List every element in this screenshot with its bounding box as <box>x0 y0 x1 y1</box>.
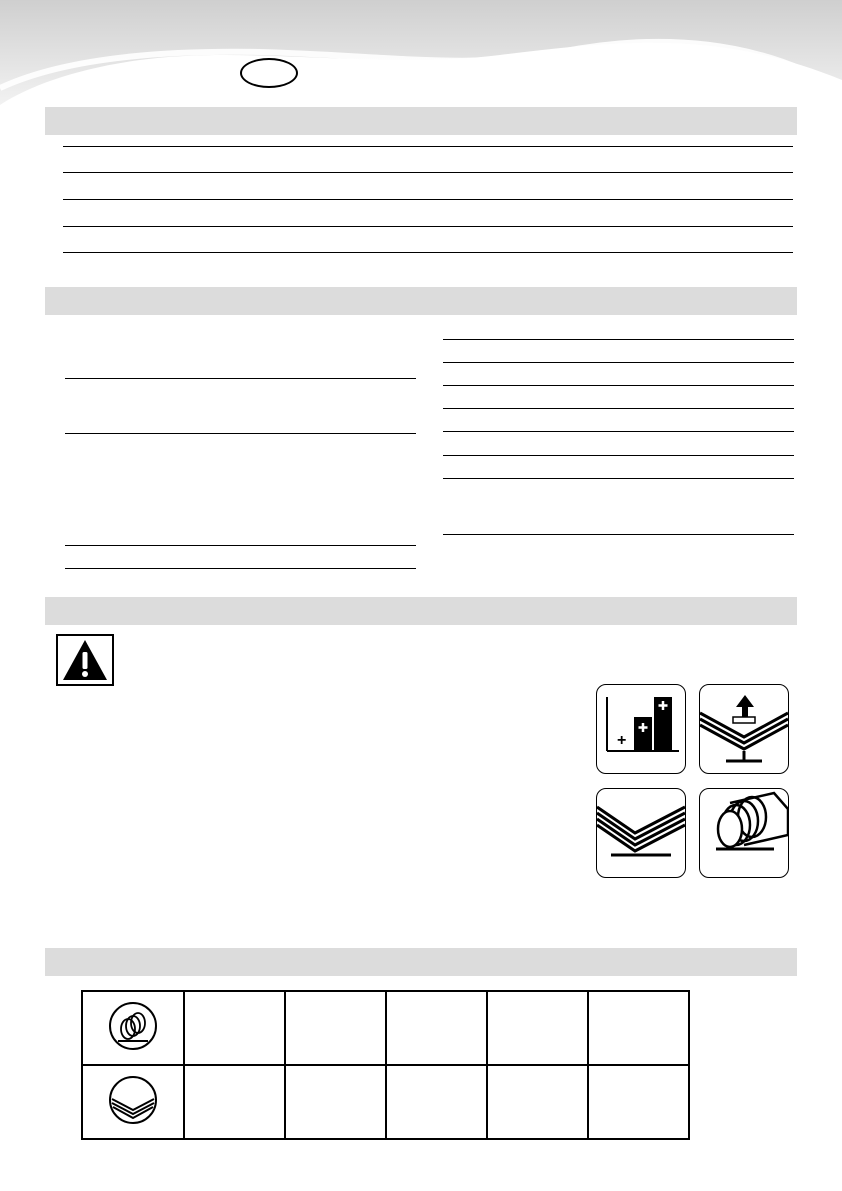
table-cell <box>184 1065 285 1139</box>
table-row-icon-cell <box>82 991 184 1065</box>
table-cell <box>285 991 386 1065</box>
material-table <box>81 990 690 1140</box>
section-1-rule <box>63 199 793 200</box>
table-cell <box>487 1065 588 1139</box>
table-cell <box>386 991 487 1065</box>
stack-lift-icon <box>700 685 788 773</box>
table-cell <box>588 1065 689 1139</box>
table-cell <box>386 1065 487 1139</box>
section-2-right-rule <box>443 534 794 535</box>
section-2-left-rule <box>65 545 416 546</box>
stacked-sheets-icon-card <box>596 788 686 878</box>
section-2-bar <box>45 287 797 315</box>
language-badge <box>240 58 298 88</box>
table-row <box>82 991 689 1065</box>
section-2-right-rule <box>443 455 794 456</box>
section-2-right-rule <box>443 362 794 363</box>
header-wave <box>0 0 842 110</box>
section-1-rule <box>63 226 793 227</box>
section-2-right-rule <box>443 339 794 340</box>
section-1-rule <box>63 146 793 147</box>
section-2-right-rule <box>443 431 794 432</box>
table-row-icon-cell <box>82 1065 184 1139</box>
section-1-rule <box>63 172 793 173</box>
section-1-bar <box>45 107 797 135</box>
section-2-right-rule <box>443 408 794 409</box>
stacked-sheets-icon <box>597 789 685 877</box>
roll-material-icon <box>700 789 788 877</box>
table-cell <box>588 991 689 1065</box>
roll-material-icon <box>108 1001 158 1051</box>
section-2-left-rule <box>65 568 416 569</box>
stacked-sheets-icon <box>108 1075 158 1125</box>
table-cell <box>487 991 588 1065</box>
roll-material-icon-card <box>699 788 789 878</box>
section-4-bar <box>45 948 797 976</box>
section-3-bar <box>45 597 797 625</box>
section-2-left-rule <box>65 433 416 434</box>
section-2-right-rule <box>443 478 794 479</box>
warning-triangle-icon <box>58 636 112 684</box>
table-cell <box>184 991 285 1065</box>
warning-box <box>56 634 114 686</box>
section-1-rule <box>63 252 793 253</box>
table-cell <box>285 1065 386 1139</box>
bar-chart-plus-icon-card <box>596 684 686 774</box>
section-2-left-rule <box>65 378 416 379</box>
bar-chart-plus-icon <box>597 685 685 773</box>
svg-text:+: + <box>617 732 627 749</box>
section-2-right-rule <box>443 385 794 386</box>
stack-lift-icon-card <box>699 684 789 774</box>
table-row <box>82 1065 689 1139</box>
